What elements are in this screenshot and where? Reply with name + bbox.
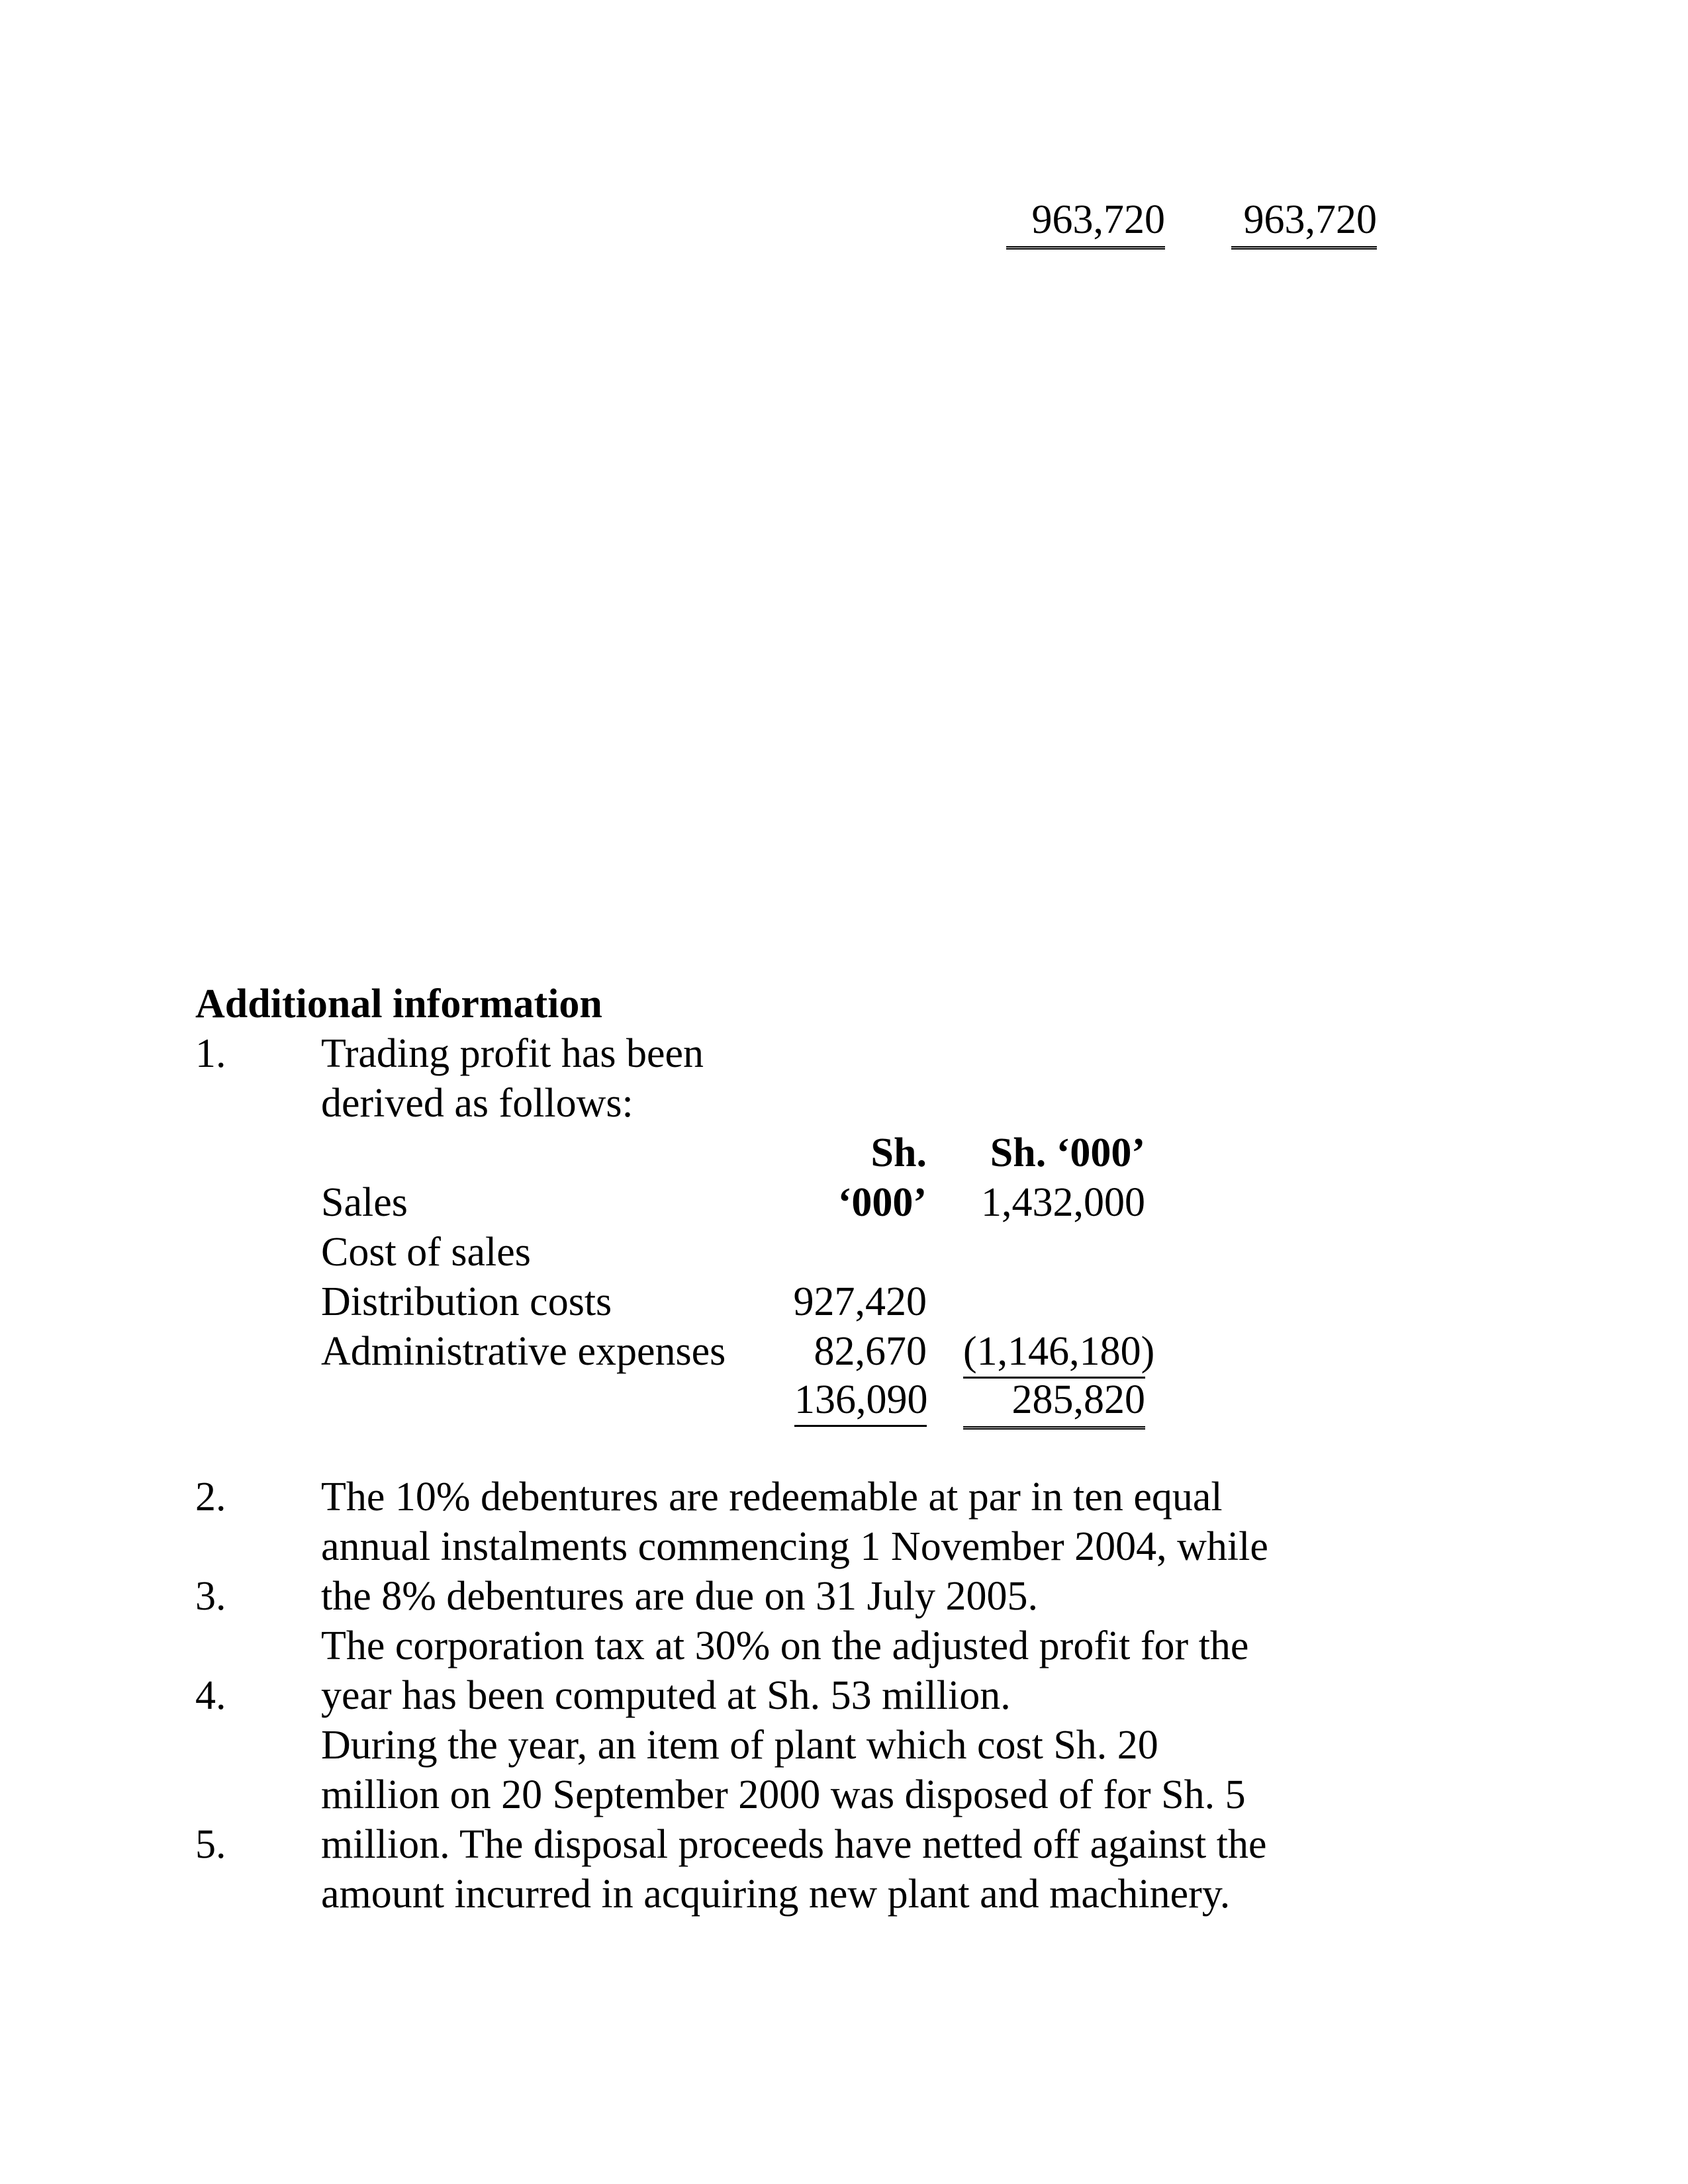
item-number-3: 3.	[195, 1574, 226, 1619]
item-1-line-1: Trading profit has been	[321, 1031, 704, 1076]
col1-header-line2: ‘000’	[837, 1180, 927, 1225]
row-admin-col1: 82,670	[814, 1329, 927, 1374]
item-number-1: 1.	[195, 1031, 226, 1076]
item-number-4: 4.	[195, 1673, 226, 1718]
row-subtotal-col1: 136,090	[794, 1375, 927, 1427]
col1-header-line1: Sh.	[870, 1130, 927, 1175]
section-heading: Additional information	[195, 981, 602, 1026]
paragraph-line: annual instalments commencing 1 November 2004, while	[321, 1524, 1268, 1569]
paragraph-line: The 10% debentures are redeemable at par in ten equal	[321, 1475, 1223, 1520]
row-label-admin: Administrative expenses	[321, 1329, 726, 1374]
row-sales-col2: 1,432,000	[981, 1180, 1145, 1225]
paragraph-line: million. The disposal proceeds have netted off against the	[321, 1822, 1267, 1867]
paragraph-line: During the year, an item of plant which cost Sh. 20	[321, 1723, 1158, 1768]
item-1-line-2: derived as follows:	[321, 1081, 633, 1126]
row-distribution-col1: 927,420	[793, 1279, 927, 1324]
total-right: 963,720	[1231, 195, 1377, 250]
row-label-sales: Sales	[321, 1180, 408, 1225]
paragraph-line: The corporation tax at 30% on the adjusted profit for the	[321, 1623, 1249, 1668]
paragraph-line: amount incurred in acquiring new plant and machinery.	[321, 1872, 1231, 1917]
row-total-col2: 285,820	[963, 1375, 1145, 1430]
paragraph-line: million on 20 September 2000 was disposed of for Sh. 5	[321, 1772, 1246, 1817]
item-number-5: 5.	[195, 1822, 226, 1867]
row-label-cost-of-sales: Cost of sales	[321, 1230, 531, 1275]
paragraph-line: the 8% debentures are due on 31 July 2005.	[321, 1574, 1039, 1619]
row-label-distribution: Distribution costs	[321, 1279, 612, 1324]
paragraph-line: year has been computed at Sh. 53 million.	[321, 1673, 1011, 1718]
item-number-2: 2.	[195, 1475, 226, 1520]
row-admin-col2: (1,146,180)	[963, 1327, 1145, 1379]
col2-header: Sh. ‘000’	[990, 1130, 1145, 1175]
total-left: 963,720	[1006, 195, 1165, 250]
